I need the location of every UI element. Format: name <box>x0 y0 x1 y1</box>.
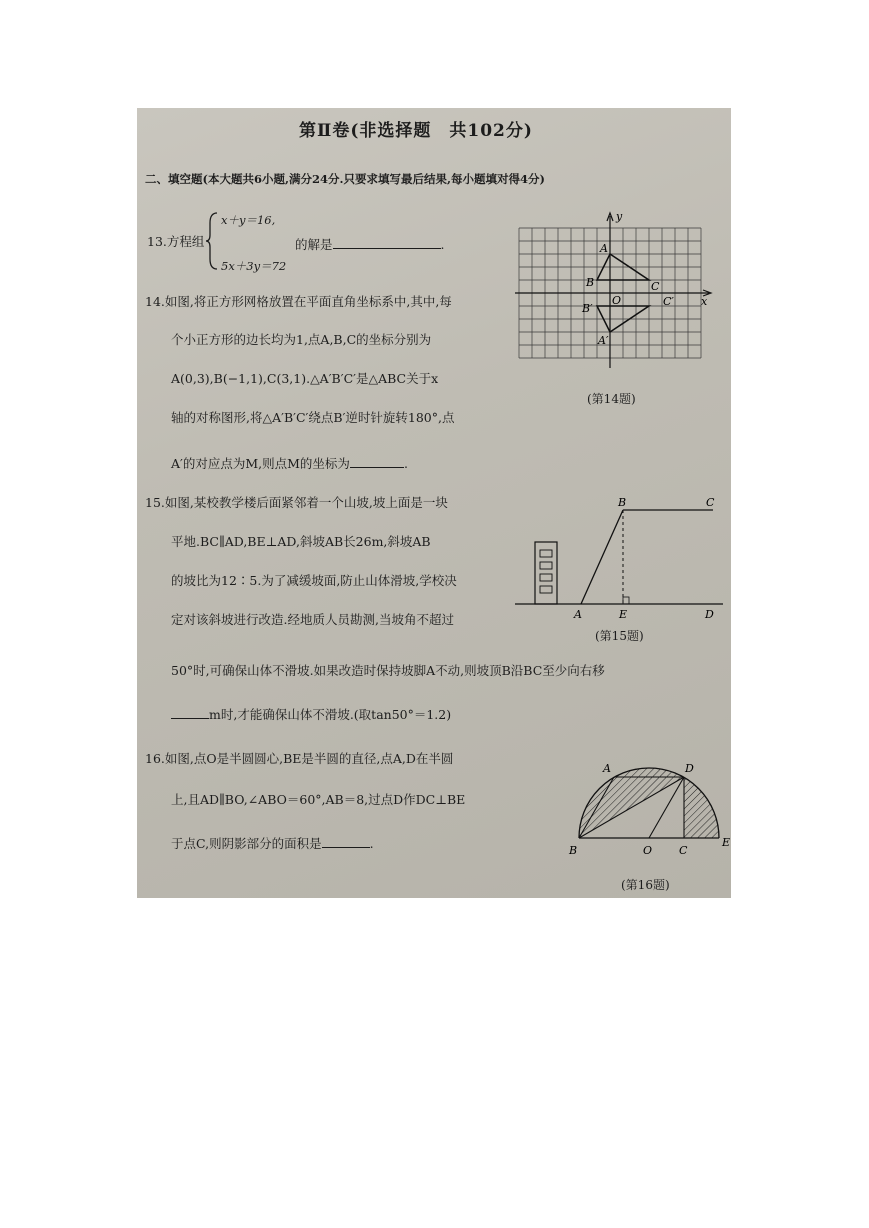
system-brace <box>205 211 219 271</box>
label-a: A <box>600 242 608 255</box>
q13-equation-1: x＋y＝16, <box>221 213 276 227</box>
figure-16-caption: (第16题) <box>621 878 670 892</box>
label-o: O <box>612 294 622 307</box>
shaded-region-right <box>684 777 719 838</box>
q14-end: . <box>403 456 408 471</box>
label-c: C <box>679 844 688 857</box>
school-building <box>535 542 557 604</box>
label-e: E <box>722 836 731 849</box>
label-b: B <box>618 496 627 509</box>
q16-answer-blank[interactable] <box>322 835 370 848</box>
label-a: A <box>574 608 582 621</box>
q15-line-5: 50°时,可确保山体不滑坡.如果改造时保持坡脚A不动,则坡顶B沿BC至少向右移 <box>171 663 605 678</box>
q13-suffix-text: 的解是 <box>295 237 333 252</box>
label-c: C <box>706 496 715 509</box>
part-title: 第Ⅱ卷(非选择题 共102分) <box>299 121 533 141</box>
q16-line-2: 上,且AD∥BO,∠ABO＝60°,AB＝8,过点D作DC⊥BE <box>171 792 466 807</box>
label-b-prime: B′ <box>582 302 593 315</box>
q13-equation-2: 5x＋3y＝72 <box>221 259 287 273</box>
figure-15-caption: (第15题) <box>595 629 644 643</box>
q14-line-4: 轴的对称图形,将△A′B′C′绕点B′逆时针旋转180°,点 <box>171 410 455 425</box>
label-b: B <box>569 844 578 857</box>
figure-14-grid <box>515 208 715 383</box>
q15-line-2: 平地.BC∥AD,BE⊥AD,斜坡AB长26m,斜坡AB <box>171 534 431 549</box>
q14-line-5-text: A′的对应点为M,则点M的坐标为 <box>171 456 350 471</box>
label-b: B <box>586 276 595 289</box>
label-o: O <box>643 844 653 857</box>
q15-answer-blank[interactable] <box>171 706 209 719</box>
figure-16-semicircle <box>567 756 731 860</box>
q15-line-4: 定对该斜坡进行改造.经地质人员勘测,当坡角不超过 <box>171 612 454 627</box>
exam-photo <box>137 108 731 898</box>
label-d: D <box>705 608 714 621</box>
q13-suffix <box>295 236 445 252</box>
label-a-prime: A′ <box>598 334 609 347</box>
q13-prefix: 13.方程组 <box>147 234 205 249</box>
label-c-prime: C′ <box>663 295 674 308</box>
q13-answer-blank[interactable] <box>333 236 441 249</box>
q16-line-3-text: 于点C,则阴影部分的面积是 <box>171 836 322 851</box>
slope-ab <box>581 510 623 604</box>
q14-line-2: 个小正方形的边长均为1,点A,B,C的坐标分别为 <box>171 332 432 347</box>
q15-line-1: 15.如图,某校教学楼后面紧邻着一个山坡,坡上面是一块 <box>145 495 448 510</box>
q14-line-3: A(0,3),B(−1,1),C(3,1).△A′B′C′是△ABC关于x <box>171 371 439 386</box>
label-y: y <box>616 210 623 223</box>
figure-14-caption: (第14题) <box>587 392 636 406</box>
figure-15-slope <box>515 496 725 626</box>
q14-answer-blank[interactable] <box>350 455 404 468</box>
q15-line-6 <box>171 706 451 722</box>
q14-line-5 <box>171 455 408 471</box>
label-e: E <box>619 608 628 621</box>
q16-line-3 <box>171 835 374 851</box>
q16-line-1: 16.如图,点O是半圆圆心,BE是半圆的直径,点A,D在半圆 <box>145 751 454 766</box>
q15-line-6-text: m时,才能确保山体不滑坡.(取tan50°＝1.2) <box>209 707 452 722</box>
label-a: A <box>603 762 611 775</box>
label-c: C <box>651 280 660 293</box>
q16-end: . <box>369 836 374 851</box>
q15-line-3: 的坡比为12∶5.为了减缓坡面,防止山体滑坡,学校决 <box>171 573 457 588</box>
q14-line-1: 14.如图,将正方形网格放置在平面直角坐标系中,其中,每 <box>145 294 452 309</box>
label-d: D <box>685 762 694 775</box>
section-heading: 二、填空题(本大题共6小题,满分24分.只要求填写最后结果,每小题填对得4分) <box>145 172 545 186</box>
right-angle-mark <box>623 597 629 604</box>
label-x: x <box>701 295 708 308</box>
q13-end: . <box>440 237 445 252</box>
